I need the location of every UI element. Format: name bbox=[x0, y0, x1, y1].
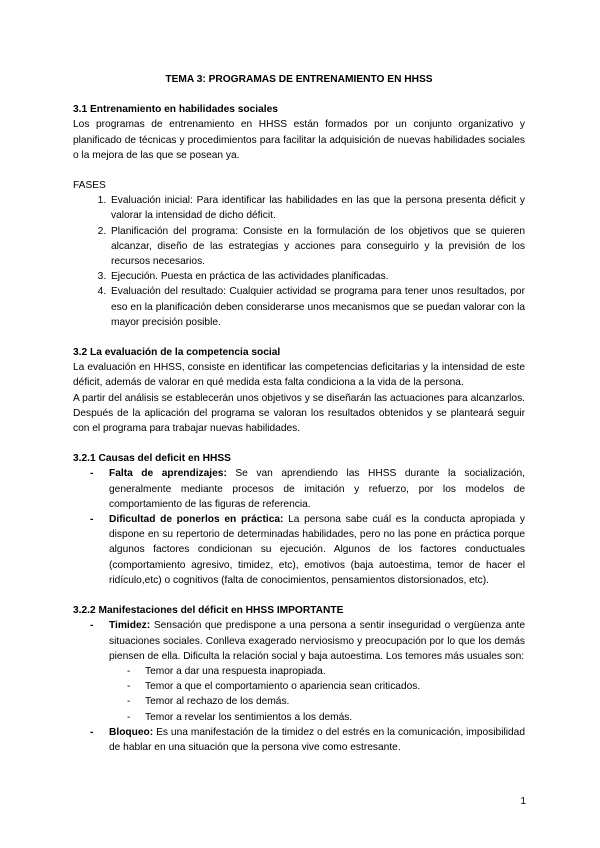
temores-list bbox=[109, 664, 525, 725]
temor-item: - Temor al rechazo de los demás. bbox=[145, 694, 525, 709]
fase-item: 3. Ejecución. Puesta en práctica de las actividades planificadas. bbox=[109, 269, 525, 284]
manifestacion-term: Timidez: bbox=[109, 620, 151, 632]
causa-item bbox=[109, 466, 525, 512]
temor-item: - Temor a dar una respuesta inapropiada. bbox=[145, 664, 525, 679]
manifestacion-term: Bloqueo: bbox=[109, 726, 154, 738]
section-3-2-1-heading: 3.2.1 Causas del deficit en HHSS bbox=[73, 453, 231, 465]
manifestacion-text: Es una manifestación de la timidez o del estrés en la comunicación, imposibilidad de hablar en una situación que la persona vive como estresante. bbox=[109, 726, 525, 753]
temor-item: - Temor a que el comportamiento o apariencia sean criticados. bbox=[145, 679, 525, 694]
manifestacion-text: Sensación que predispone a una persona a sentir inseguridad o vergüenza ante situaciones sociales. Conlleva exagerado nerviosismo y preocupación por lo que los demás piensen de ella. Dificulta la relación social y baja autoestima. Los temores más usuales son: bbox=[109, 620, 525, 662]
manifestacion-item-bloqueo bbox=[109, 725, 525, 755]
causa-text: La persona sabe cuál es la conducta apropiada y dispone en su repertorio de determinadas habilidades, pero no las pone en práctica porque algunos factores condicionan su ejecución. Algunos de los factores conductuales (comportamiento agresivo, timidez, etc), emotivos (baja autoestima, temor de hacer el ridículo,etc) o cognitivos (falta de conocimientos, pensamientos distorsionados, etc). bbox=[109, 514, 525, 586]
causa-term: Dificultad de ponerlos en práctica: bbox=[109, 514, 284, 526]
manifestacion-item-timidez bbox=[109, 618, 525, 724]
fases-label: FASES bbox=[73, 180, 106, 192]
causa-term: Falta de aprendizajes: bbox=[109, 468, 227, 480]
section-3-2-p2: A partir del análisis se establecerán unos objetivos y se diseñarán las actuaciones para alcanzarlos. Después de la aplicación del programa se valoran los resultados obtenidos y se planteará seguir con el programa para trabajar nuevas habilidades. bbox=[73, 392, 525, 435]
causa-text: Se van aprendiendo las HHSS durante la socialización, generalmente mediante procesos de imitación y refuerzo, por los modelos de comportamiento de las figuras de referencia. bbox=[109, 468, 526, 510]
causas-list bbox=[73, 466, 525, 588]
section-3-2-2-heading: 3.2.2 Manifestaciones del déficit en HHSS IMPORTANTE bbox=[73, 605, 344, 617]
temor-item: - Temor a revelar los sentimientos a los demás. bbox=[145, 710, 525, 725]
causa-item bbox=[109, 512, 525, 588]
page-title: TEMA 3: PROGRAMAS DE ENTRENAMIENTO EN HHSS bbox=[165, 74, 433, 85]
section-3-2-p1: La evaluación en HHSS, consiste en identificar las competencias deficitarias y la intensidad de este déficit, además de valorar en qué medida esta falta condiciona a la vida de la persona. bbox=[73, 362, 525, 389]
document-page bbox=[73, 72, 525, 755]
fases-list bbox=[73, 193, 525, 330]
page-number: 1 bbox=[520, 796, 526, 807]
section-3-1-heading: 3.1 Entrenamiento en habilidades sociales bbox=[73, 104, 278, 116]
fase-item: 2. Planificación del programa: Consiste en la formulación de los objetivos que se quieren alcanzar, diseño de las estrategias y acciones para conseguirlo y la previsión de los recursos necesarios. bbox=[109, 224, 525, 270]
section-3-1-text: Los programas de entrenamiento en HHSS están formados por un conjunto organizativo y planificado de técnicas y procedimientos para facilitar la adquisición de nuevas habilidades sociales o la mejora de las que se posean ya. bbox=[73, 119, 525, 161]
section-3-2-heading: 3.2 La evaluación de la competencia social bbox=[73, 347, 281, 359]
fase-item: 1. Evaluación inicial: Para identificar las habilidades en las que la persona presenta déficit y valorar la intensidad de dicho déficit. bbox=[109, 193, 525, 223]
fase-item: 4. Evaluación del resultado: Cualquier actividad se programa para tener unos resultados, por eso en la planificación deben considerarse unos mecanismos que se puedan valorar con la mayor precisión posible. bbox=[109, 284, 525, 330]
manifestaciones-list bbox=[73, 618, 525, 755]
